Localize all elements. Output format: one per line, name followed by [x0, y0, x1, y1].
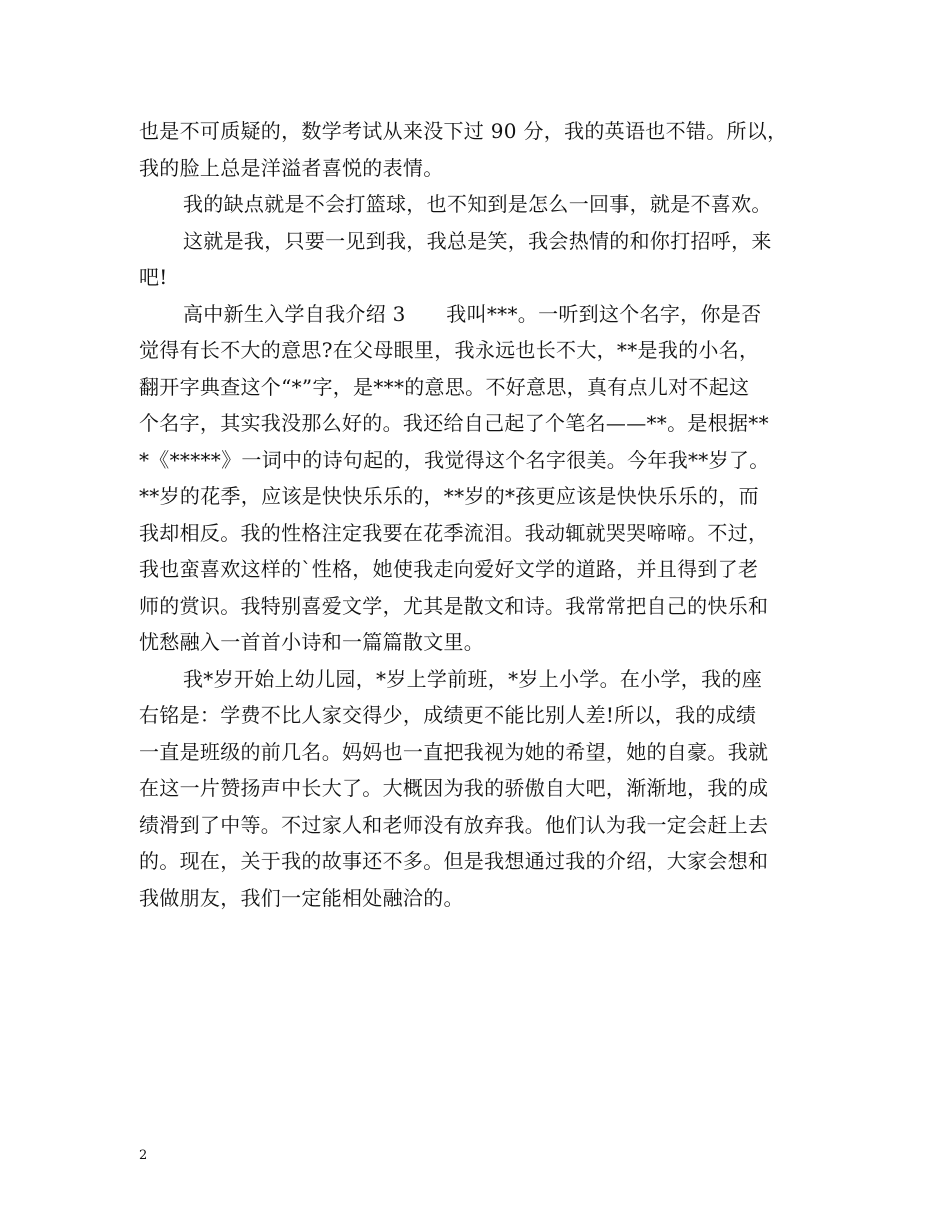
- document-body: [139, 113, 829, 916]
- text-line: 翻开字典查这个“*”字，是***的意思。不好意思，真有点儿对不起这: [139, 374, 750, 399]
- text-line: 右铭是：学费不比人家交得少，成绩更不能比别人差!所以，我的成绩: [139, 703, 757, 727]
- text-line: 绩滑到了中等。不过家人和老师没有放弃我。他们认为我一定会赶上去: [139, 812, 769, 837]
- text-line: 高中新生入学自我介绍 3 我叫***。一听到这个名字，你是否: [183, 301, 762, 326]
- text-line: 我的缺点就是不会打篮球，也不知到是怎么一回事，就是不喜欢。: [183, 192, 772, 216]
- text-line: **岁的花季，应该是快快乐乐的，**岁的*孩更应该是快快乐乐的，而: [139, 484, 759, 508]
- text-line: 忧愁融入一首首小诗和一篇篇散文里。: [139, 630, 485, 654]
- text-line: 我也蛮喜欢这样的`性格，她使我走向爱好文学的道路，并且得到了老: [139, 557, 759, 581]
- page-number: 2: [139, 1148, 148, 1163]
- text-line: 这就是我，只要一见到我，我总是笑，我会热情的和你打招呼，来: [183, 228, 772, 253]
- text-line: 觉得有长不大的意思?在父母眼里，我永远也长不大，**是我的小名，: [139, 338, 760, 362]
- text-line: 也是不可质疑的，数学考试从来没下过 90 分，我的英语也不错。所以，: [139, 119, 788, 143]
- text-line: 我做朋友，我们一定能相处融洽的。: [139, 885, 464, 910]
- text-line: 我*岁开始上幼儿园，*岁上学前班，*岁上小学。在小学，我的座: [183, 666, 762, 691]
- text-line: 的。现在，关于我的故事还不多。但是我想通过我的介绍，大家会想和: [139, 849, 769, 873]
- text-line: 我却相反。我的性格注定我要在花季流泪。我动辄就哭哭啼啼。不过，: [139, 520, 769, 545]
- text-line: 在这一片赞扬声中长大了。大概因为我的骄傲自大吧，渐渐地，我的成: [139, 776, 769, 800]
- text-line: *《*****》一词中的诗句起的，我觉得这个名字很美。今年我**岁了。: [139, 447, 770, 472]
- text-line: 吧!: [139, 265, 168, 289]
- text-line: 个名字，其实我没那么好的。我还给自己起了个笔名——**。是根据**: [139, 411, 769, 435]
- text-line: 一直是班级的前几名。妈妈也一直把我视为她的希望，她的自豪。我就: [139, 739, 769, 764]
- text-line: 我的脸上总是洋溢者喜悦的表情。: [139, 155, 444, 180]
- text-line: 师的赏识。我特别喜爱文学，尤其是散文和诗。我常常把自己的快乐和: [139, 593, 769, 618]
